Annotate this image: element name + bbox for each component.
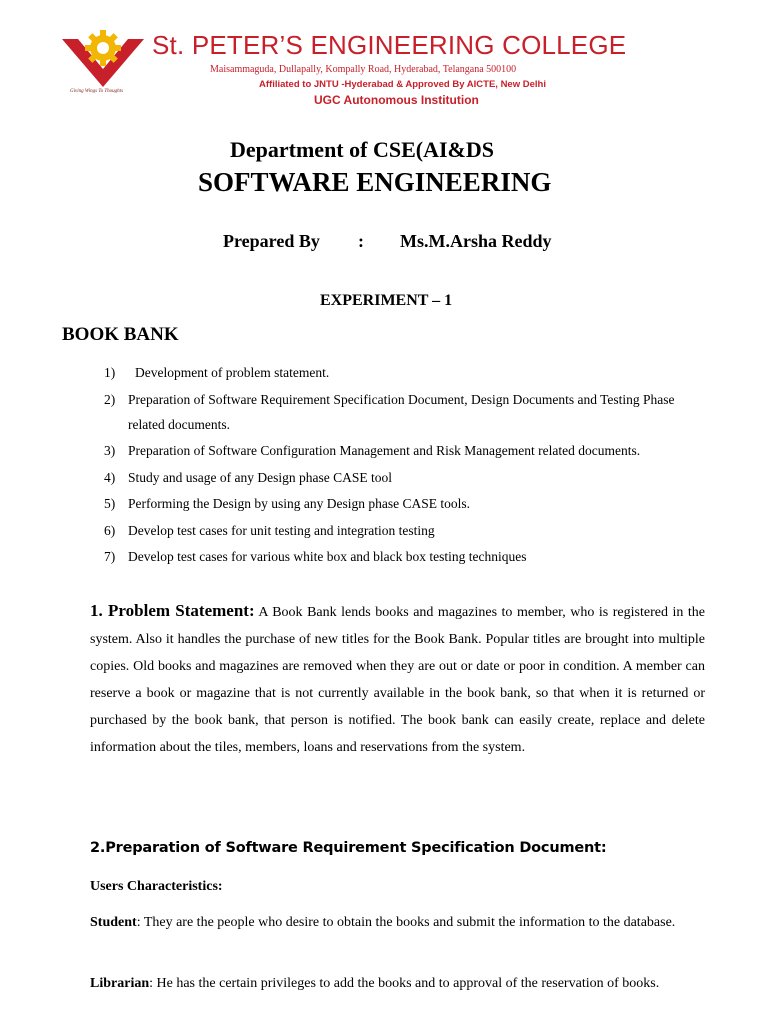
list-item-text: Development of problem statement. (135, 365, 330, 380)
student-text: : They are the people who desire to obtain the books and submit the information to the database. (136, 915, 676, 930)
list-item (104, 491, 704, 516)
college-affiliation: Affiliated to JNTU -Hyderabad & Approved By AICTE, New Delhi (259, 79, 546, 90)
list-item-text: Performing the Design by using any Design phase CASE tools. (128, 496, 470, 511)
subject-title: SOFTWARE ENGINEERING (198, 167, 552, 197)
college-autonomy: UGC Autonomous Institution (314, 93, 479, 107)
list-item-number: 6) (104, 522, 116, 538)
logo-tagline: Giving Wings To Thoughts (70, 89, 124, 94)
librarian-text: : He has the certain privileges to add the books and to approval of the reservation of books. (149, 976, 660, 991)
problem-text: A Book Bank lends books and magazines to member, who is registered in the system. Also it handles the purchase of new titles for the Book Bank. Popular titles are brought into multiple copies. Old books and magazines are removed when they are out or date or poor in condition. A member can reserve a book or magazine that is not currently available in the book bank, so that when it is returned or purchased by the book bank, that person is notified. The book bank can easily create, replace and delete information about the tiles, members, loans and reservations from the system. (90, 605, 705, 755)
srs-heading: 2.Preparation of Software Requirement Specification Document: (90, 840, 607, 856)
task-list (104, 360, 704, 571)
list-item-text: Develop test cases for unit testing and integration testing (128, 522, 435, 538)
list-item (104, 387, 704, 437)
list-item (104, 518, 704, 543)
problem-heading: 1. Problem Statement: (90, 601, 255, 620)
list-item-text: Preparation of Software Requirement Specification Document, Design Documents and Testing Phase related documents. (128, 391, 675, 432)
list-item-text: Develop test cases for various white box and black box testing techniques (128, 549, 527, 564)
list-item-number: 3) (104, 443, 116, 458)
list-item-number: 7) (104, 549, 116, 564)
list-item-number: 1) (104, 365, 116, 380)
experiment-title: EXPERIMENT – 1 (320, 292, 453, 309)
problem-statement (90, 597, 705, 761)
section-title: BOOK BANK (62, 324, 179, 345)
list-item-number: 2) (104, 391, 116, 407)
prepared-by-label: Prepared By (223, 231, 320, 251)
student-paragraph (90, 909, 705, 936)
list-item (104, 544, 704, 569)
list-item (104, 438, 704, 463)
list-item-text: Preparation of Software Configuration Management and Risk Management related documents. (128, 443, 641, 458)
college-address: Maisammaguda, Dullapally, Kompally Road, Hyderabad, Telangana 500100 (210, 64, 517, 75)
college-name: St. PETER’S ENGINEERING COLLEGE (152, 30, 627, 60)
librarian-term: Librarian (90, 976, 150, 991)
department-title: Department of CSE(AI&DS (230, 137, 494, 162)
prepared-by-name: Ms.M.Arsha Reddy (400, 231, 552, 251)
list-item-number: 5) (104, 496, 116, 511)
list-item-number: 4) (104, 469, 116, 485)
list-item (104, 360, 704, 385)
list-item-text: Study and usage of any Design phase CASE tool (128, 469, 392, 485)
student-term: Student (90, 915, 137, 930)
list-item (104, 465, 704, 490)
librarian-paragraph (90, 970, 705, 997)
prepared-by-separator: : (358, 231, 364, 251)
users-characteristics-label: Users Characteristics: (90, 879, 223, 894)
